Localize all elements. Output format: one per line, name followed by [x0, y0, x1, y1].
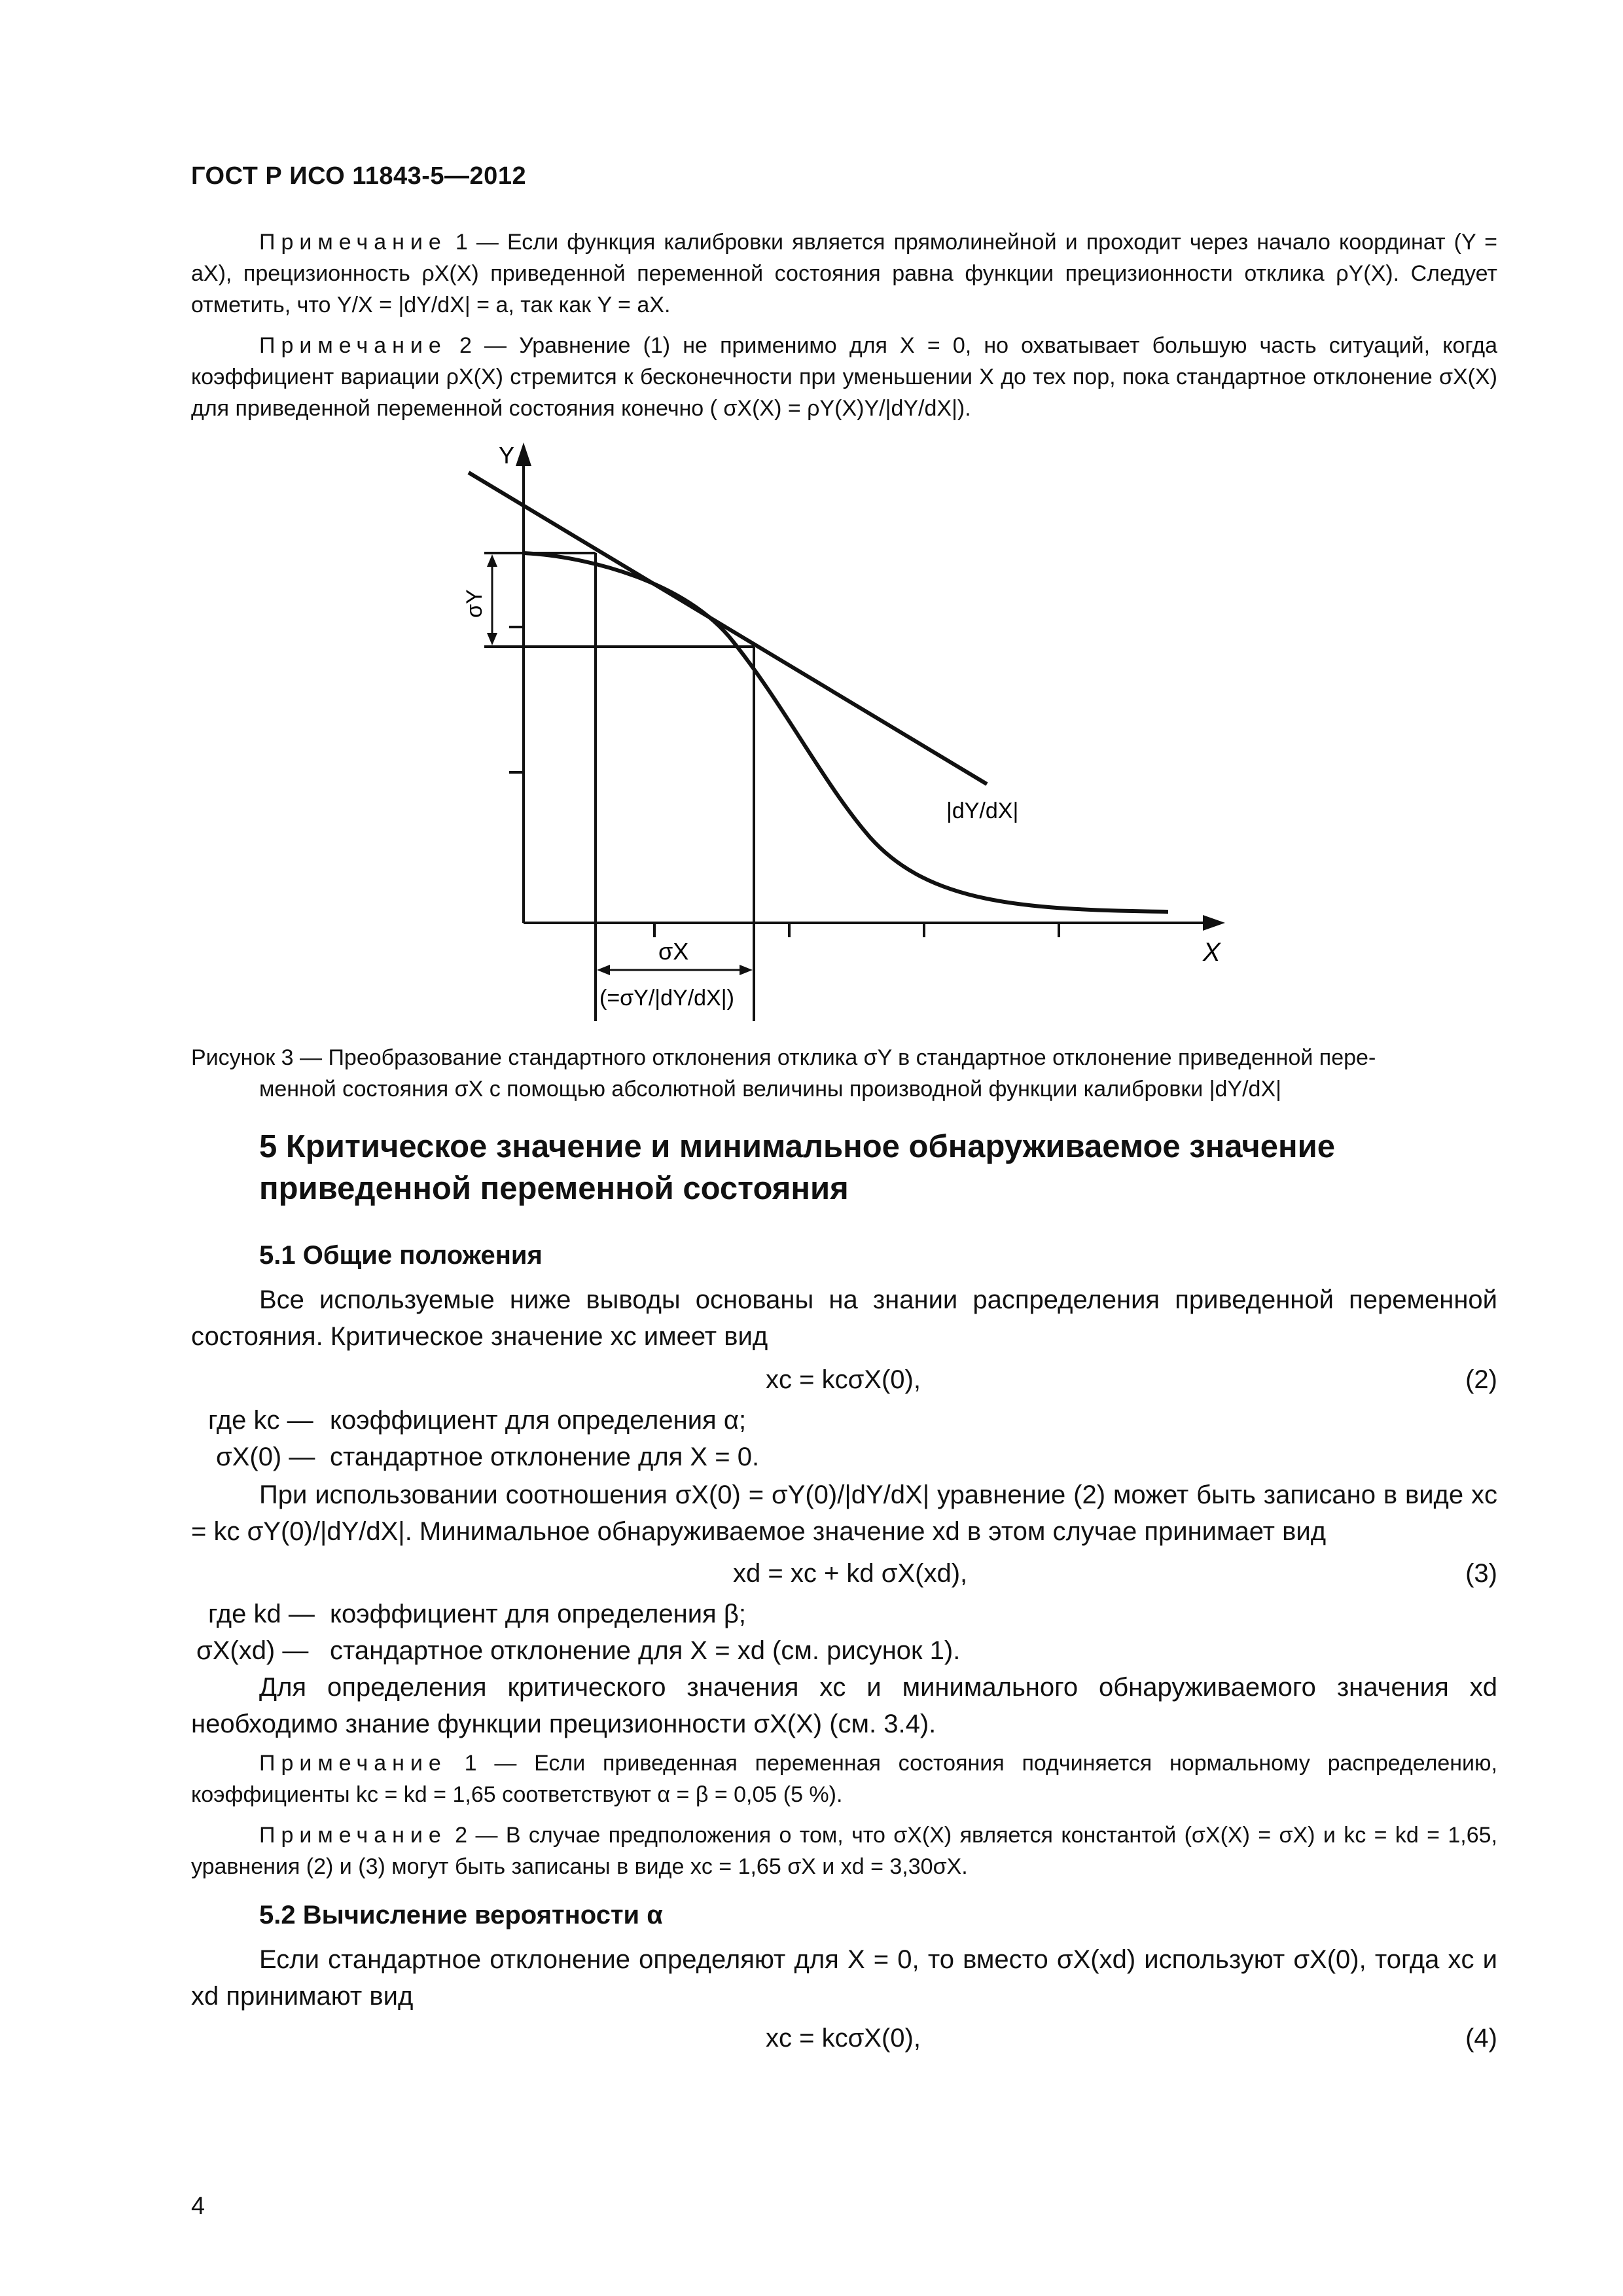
tangent-label: |dY/dX| [946, 798, 1019, 823]
note-text: — Если функция калибровки является прямолинейной и проходит через начало координат (Y = aX), прецизионность ρX(X) приведенной переменной состояния равна функции прецизионности отклика ρY(X). Следует отметить, что Y/X = |dY/dX| = a, так как Y = aX. [191, 230, 1497, 317]
where-desc-3: коэффициент для определения β; [330, 1600, 746, 1628]
section-5-title [259, 1126, 1335, 1210]
section-5-1-para-1: Все используемые ниже выводы основаны на знании распределения приведенной переменной состояния. Критическое значение xc имеет вид [191, 1285, 1497, 1351]
section-5-title-line-1: 5 Критическое значение и минимальное обнаруживаемое значение [259, 1129, 1335, 1164]
caption-line-1: Рисунок 3 — Преобразование стандартного отклонения отклика σY в стандартное отклонение приведенной пере- [191, 1045, 1376, 1070]
section-5-1-note-1 [191, 1748, 1497, 1810]
page-number: 4 [191, 2193, 205, 2220]
figure-3 [0, 0, 1623, 1047]
note-label: Примечание [259, 1751, 447, 1776]
note-text: — В случае предположения о том, что σX(X) является константой (σX(X) = σX) и kc = kd = 1,65, уравнения (2) и (3) могут быть записаны в виде xc = 1,65 σX и xd = 3,30σX. [191, 1823, 1497, 1879]
where-desc-1: коэффициент для определения α; [330, 1406, 747, 1435]
sigma-y-label: σY [462, 589, 487, 618]
note-label: Примечание [259, 333, 447, 358]
note-number: 1 [455, 230, 468, 255]
section-5-2-title: 5.2 Вычисление вероятности α [259, 1901, 663, 1929]
note-label: Примечание [259, 230, 447, 255]
where-desc-2: стандартное отклонение для X = 0. [330, 1443, 760, 1471]
where-term-2: σX(0) — [216, 1443, 315, 1471]
note-text: — Уравнение (1) не применимо для X = 0, но охватывает большую часть ситуаций, когда коэффициент вариации ρX(X) стремится к бесконечности при уменьшении X до тех пор, пока стандартное отклонение σX(X) для приведенной переменной состояния конечно ( σX(X) = ρY(X)Y/|dY/dX|). [191, 333, 1498, 421]
where-desc-4: стандартное отклонение для X = xd (см. рисунок 1). [330, 1636, 961, 1665]
section-5-title-line-2: приведенной переменной состояния [259, 1171, 849, 1206]
y-axis-label: Y [499, 442, 515, 469]
equation-4: xc = kcσX(0), [766, 2024, 921, 2053]
figure-caption [191, 1042, 1497, 1105]
note-label: Примечание [259, 1823, 447, 1848]
where-term-1: где kc — [208, 1406, 313, 1435]
section-5-1-note-2 [191, 1820, 1497, 1882]
section-5-1-para-3: Для определения критического значения xc и минимального обнаруживаемого значения xd необходимо знание функции прецизионности σX(X) (см. 3.4). [191, 1673, 1497, 1738]
calibration-curve [524, 553, 1168, 912]
note-text: — Если приведенная переменная состояния подчиняется нормальному распределению, коэффициенты kc = kd = 1,65 соответствуют α = β = 0,05 (5 %). [191, 1751, 1497, 1807]
equation-2: xc = kcσX(0), [766, 1365, 921, 1394]
note-number: 2 [459, 333, 472, 358]
sigma-x-formula: (=σY/|dY/dX|) [599, 986, 734, 1011]
where-term-3: где kd — [208, 1600, 315, 1628]
equation-4-number: (4) [1465, 2024, 1497, 2053]
note-number: 1 [464, 1751, 477, 1776]
x-axis-arrow [1203, 915, 1225, 931]
equation-3: xd = xc + kd σX(xd), [733, 1559, 968, 1588]
section-5-1-para-2: При использовании соотношения σX(0) = σY(0)/|dY/dX| уравнение (2) может быть записано в виде xc = kc σY(0)/|dY/dX|. Минимальное обнаруживаемое значение xd в этом случае принимает вид [191, 1480, 1497, 1546]
where-term-4: σX(xd) — [196, 1636, 309, 1665]
document-header: ГОСТ Р ИСО 11843-5—2012 [191, 162, 527, 190]
note-number: 2 [455, 1823, 468, 1848]
sigma-x-label: σX [658, 938, 689, 965]
caption-line-2: менной состояния σX с помощью абсолютной величины производной функции калибровки |dY/dX| [259, 1077, 1281, 1102]
equation-3-number: (3) [1465, 1559, 1497, 1588]
x-axis-label: X [1203, 938, 1221, 967]
equation-2-number: (2) [1465, 1365, 1497, 1394]
tangent-line [469, 473, 987, 784]
y-axis-arrow [516, 442, 531, 466]
section-5-1-title: 5.1 Общие положения [259, 1241, 543, 1270]
section-5-2-para-1: Если стандартное отклонение определяют для X = 0, то вместо σX(xd) используют σX(0), тогда xc и xd принимают вид [191, 1945, 1497, 2011]
